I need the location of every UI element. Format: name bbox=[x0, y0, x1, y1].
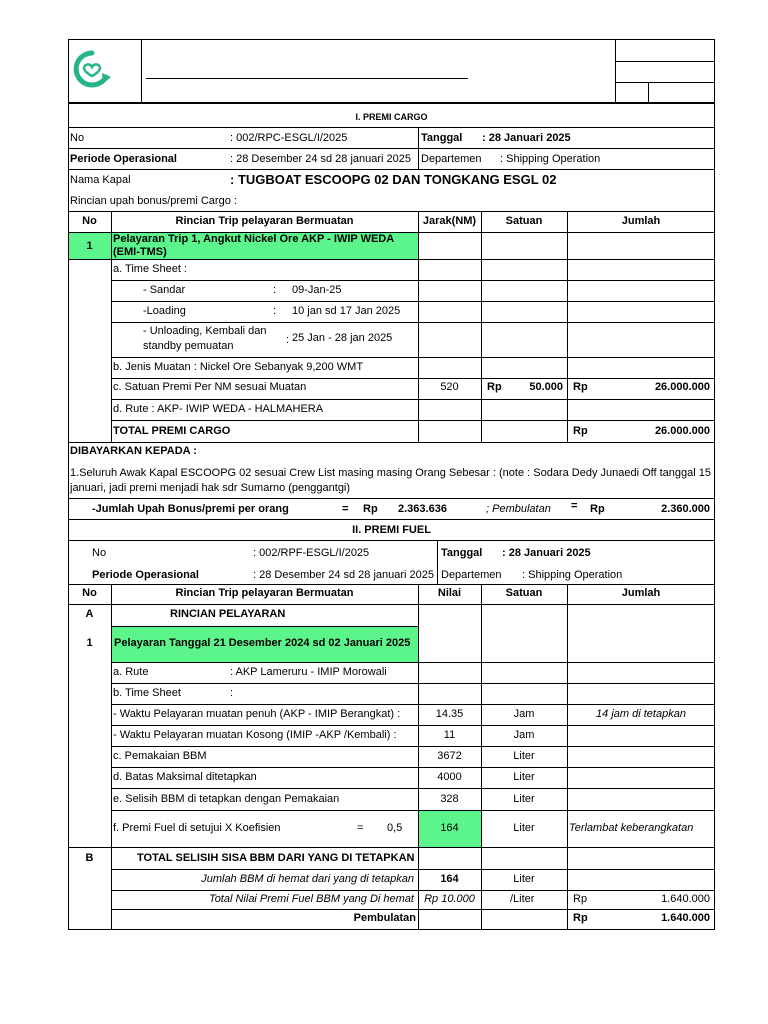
fuel-total-nilai-rate: Rp 10.000 bbox=[424, 893, 475, 905]
cargo-no-value: : 002/RPC-ESGL/I/2025 bbox=[230, 132, 348, 144]
cargo-satuan-jarak: 520 bbox=[440, 381, 459, 393]
fuel-premi: f. Premi Fuel di setujui X Koefisien bbox=[113, 822, 281, 834]
fuel-periode-value: : 28 Desember 24 sd 28 januari 2025 bbox=[253, 569, 435, 581]
cargo-jumlah-val: 2.363.636 bbox=[398, 503, 447, 515]
fuel-tanggal-value: : 28 Januari 2025 bbox=[502, 547, 591, 559]
cargo-col-satuan: Satuan bbox=[505, 215, 543, 227]
cargo-satuan-jml: 26.000.000 bbox=[654, 381, 710, 393]
cargo-periode-label: Periode Operasional bbox=[70, 153, 177, 165]
fuel-total-nilai-rp: Rp bbox=[573, 893, 588, 905]
fuel-premi-koef: 0,5 bbox=[387, 822, 403, 834]
fuel-b-title: TOTAL SELISIH SISA BBM DARI YANG DI TETAPKAN bbox=[137, 852, 415, 864]
fuel-total-nilai-satuan: /Liter bbox=[510, 893, 535, 905]
fuel-batas-nilai: 4000 bbox=[437, 771, 462, 783]
cargo-total-val: 26.000.000 bbox=[654, 425, 710, 437]
cargo-row1-line2: (EMI-TMS) bbox=[113, 246, 167, 258]
cargo-sandar-colon: : bbox=[273, 284, 277, 296]
fuel-rute-value: : AKP Lameruru - IMIP Morowali bbox=[230, 666, 387, 678]
cargo-dibayarkan: DIBAYARKAN KEPADA : bbox=[70, 445, 197, 457]
cargo-kapal-value: : TUGBOAT ESCOOPG 02 DAN TONGKANG ESGL 02 bbox=[230, 172, 557, 187]
cargo-kapal-label: Nama Kapal bbox=[70, 174, 131, 186]
cargo-departemen-label: Departemen bbox=[421, 153, 482, 165]
cargo-pembulatan-label: ; Pembulatan bbox=[486, 503, 551, 515]
cargo-unloading-colon: : bbox=[286, 334, 290, 346]
fuel-pembulatan-val: 1.640.000 bbox=[661, 912, 710, 924]
fuel-total-nilai-val: 1.640.000 bbox=[661, 893, 710, 905]
cargo-note-line2: januari, jadi premi menjadi hak sdr Sumarno (penggantgi) bbox=[70, 482, 351, 494]
fuel-pemakaian: c. Pemakaian BBM bbox=[113, 750, 207, 762]
cargo-jumlah-rp: Rp bbox=[363, 503, 378, 515]
fuel-premi-satuan: Liter bbox=[513, 822, 535, 834]
cargo-tanggal-value: : 28 Januari 2025 bbox=[482, 132, 571, 144]
fuel-waktu-kosong: - Waktu Pelayaran muatan Kosong (IMIP -AKP /Kembali) : bbox=[113, 729, 397, 741]
fuel-col-satuan: Satuan bbox=[505, 587, 543, 599]
cargo-pembulatan-val: 2.360.000 bbox=[661, 503, 710, 515]
cargo-sandar-label: - Sandar bbox=[143, 284, 186, 296]
fuel-hemat-nilai: 164 bbox=[440, 873, 459, 885]
fuel-b-no: B bbox=[85, 852, 94, 864]
cargo-total-rp: Rp bbox=[573, 425, 588, 437]
cargo-periode-value: : 28 Desember 24 sd 28 januari 2025 bbox=[230, 153, 412, 165]
cargo-satuan-val: 50.000 bbox=[529, 381, 563, 393]
fuel-waktu-kosong-satuan: Jam bbox=[513, 729, 535, 741]
cargo-col-rincian: Rincian Trip pelayaran Bermuatan bbox=[175, 215, 354, 227]
section-title-premi-cargo: I. PREMI CARGO bbox=[355, 112, 428, 122]
fuel-pemakaian-satuan: Liter bbox=[513, 750, 535, 762]
fuel-hemat-label: Jumlah BBM di hemat dari yang di tetapkan bbox=[201, 873, 414, 885]
fuel-premi-nilai: 164 bbox=[440, 822, 459, 834]
fuel-selisih-nilai: 328 bbox=[440, 793, 459, 805]
fuel-premi-eq: = bbox=[357, 822, 364, 834]
cargo-col-jarak: Jarak(NM) bbox=[422, 215, 477, 227]
cargo-total-label: TOTAL PREMI CARGO bbox=[113, 425, 231, 437]
fuel-pembulatan-rp: Rp bbox=[573, 912, 588, 924]
fuel-tanggal-label: Tanggal bbox=[441, 547, 483, 559]
fuel-premi-ket: Terlambat keberangkatan bbox=[569, 822, 694, 834]
cargo-unloading-value: 25 Jan - 28 jan 2025 bbox=[292, 332, 393, 344]
company-logo-icon bbox=[70, 47, 114, 91]
fuel-a-title: RINCIAN PELAYARAN bbox=[170, 608, 286, 620]
fuel-pemakaian-nilai: 3672 bbox=[437, 750, 462, 762]
cargo-row1-line1: Pelayaran Trip 1, Angkut Nickel Ore AKP - IWIP WEDA bbox=[113, 233, 395, 245]
cargo-rute: d. Rute : AKP- IWIP WEDA - HALMAHERA bbox=[113, 403, 324, 415]
fuel-a-no: A bbox=[85, 608, 94, 620]
fuel-row1-no: 1 bbox=[86, 637, 93, 649]
cargo-tanggal-label: Tanggal bbox=[421, 132, 463, 144]
cargo-satuan-rp: Rp bbox=[487, 381, 502, 393]
cargo-jenis-muatan: b. Jenis Muatan : Nickel Ore Sebanyak 9,200 WMT bbox=[113, 361, 364, 373]
cargo-jumlah-eq: = bbox=[342, 503, 349, 515]
cargo-col-no: No bbox=[82, 215, 97, 227]
fuel-col-no: No bbox=[82, 587, 97, 599]
cargo-col-jumlah: Jumlah bbox=[621, 215, 661, 227]
fuel-col-jumlah: Jumlah bbox=[621, 587, 661, 599]
cargo-satuan-premi: c. Satuan Premi Per NM sesuai Muatan bbox=[113, 381, 307, 393]
fuel-no-value: : 002/RPF-ESGL/I/2025 bbox=[253, 547, 370, 559]
cargo-departemen-value: : Shipping Operation bbox=[500, 153, 601, 165]
fuel-waktu-kosong-nilai: 11 bbox=[443, 729, 456, 741]
fuel-selisih-satuan: Liter bbox=[513, 793, 535, 805]
cargo-row1-no: 1 bbox=[86, 240, 93, 252]
fuel-row1-title: Pelayaran Tanggal 21 Desember 2024 sd 02 Januari 2025 bbox=[114, 637, 411, 649]
section-title-premi-fuel: II. PREMI FUEL bbox=[352, 524, 431, 536]
fuel-departemen-value: : Shipping Operation bbox=[522, 569, 623, 581]
cargo-pembulatan-rp: Rp bbox=[590, 503, 605, 515]
fuel-waktu-penuh-nilai: 14.35 bbox=[435, 708, 464, 720]
fuel-no-label: No bbox=[92, 547, 107, 559]
fuel-waktu-penuh: - Waktu Pelayaran muatan penuh (AKP - IMIP Berangkat) : bbox=[113, 708, 401, 720]
fuel-batas: d. Batas Maksimal ditetapkan bbox=[113, 771, 257, 783]
cargo-unloading-line2: standby pemuatan bbox=[143, 340, 234, 352]
fuel-col-rincian: Rincian Trip pelayaran Bermuatan bbox=[175, 587, 354, 599]
cargo-unloading-line1: - Unloading, Kembali dan bbox=[143, 325, 267, 337]
cargo-loading-label: -Loading bbox=[143, 305, 186, 317]
cargo-pembulatan-eq: = bbox=[571, 500, 578, 512]
cargo-rincian-label: Rincian upah bonus/premi Cargo : bbox=[70, 195, 237, 207]
cargo-no-label: No bbox=[70, 132, 85, 144]
header-box bbox=[68, 39, 715, 103]
cargo-satuan-jml-rp: Rp bbox=[573, 381, 588, 393]
cargo-sandar-value: 09-Jan-25 bbox=[292, 284, 342, 296]
fuel-batas-satuan: Liter bbox=[513, 771, 535, 783]
cargo-loading-colon: : bbox=[273, 305, 277, 317]
cargo-loading-value: 10 jan sd 17 Jan 2025 bbox=[292, 305, 401, 317]
fuel-timesheet-colon: : bbox=[230, 687, 234, 699]
fuel-col-nilai: Nilai bbox=[437, 587, 462, 599]
fuel-pembulatan-label: Pembulatan bbox=[353, 912, 416, 924]
fuel-hemat-satuan: Liter bbox=[513, 873, 535, 885]
cargo-note-line1: 1.Seluruh Awak Kapal ESCOOPG 02 sesuai Crew List masing masing Orang Sebesar : (note : Sodara Dedy Junaedi Off tanggal 15 bbox=[70, 467, 712, 479]
fuel-selisih: e. Selisih BBM di tetapkan dengan Pemakaian bbox=[113, 793, 340, 805]
fuel-periode-label: Periode Operasional bbox=[92, 569, 199, 581]
cargo-jumlah-label: -Jumlah Upah Bonus/premi per orang bbox=[92, 503, 289, 515]
cargo-timesheet: a. Time Sheet : bbox=[113, 263, 187, 275]
fuel-rute-label: a. Rute bbox=[113, 666, 149, 678]
fuel-waktu-penuh-ket: 14 jam di tetapkan bbox=[596, 708, 686, 720]
fuel-timesheet-label: b. Time Sheet bbox=[113, 687, 181, 699]
fuel-departemen-label: Departemen bbox=[441, 569, 502, 581]
fuel-waktu-penuh-satuan: Jam bbox=[513, 708, 535, 720]
fuel-total-nilai-label: Total Nilai Premi Fuel BBM yang Di hemat bbox=[208, 893, 414, 905]
